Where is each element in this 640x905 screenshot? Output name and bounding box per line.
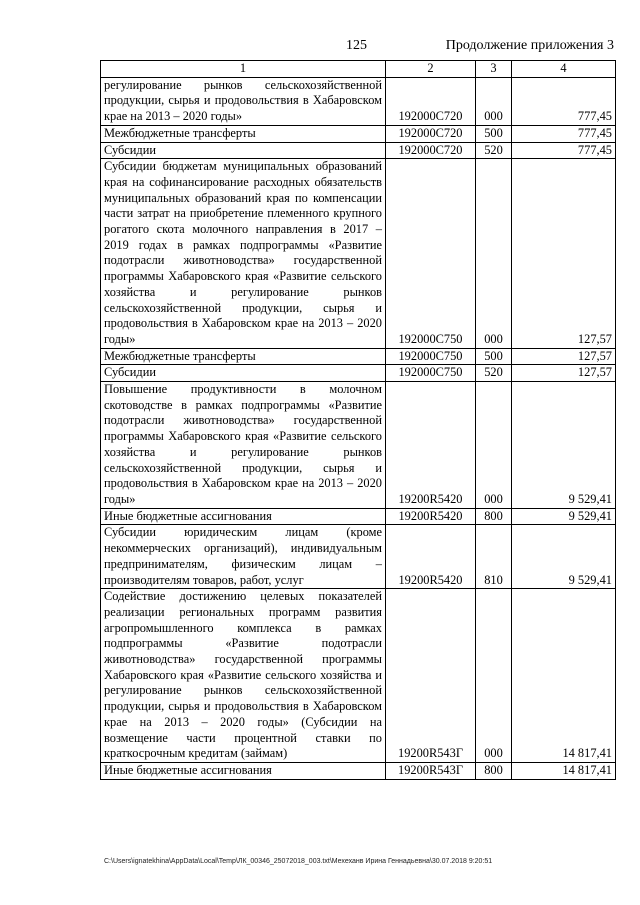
row-type: 500 xyxy=(476,125,512,142)
column-header-code: 2 xyxy=(386,61,476,78)
column-header-name: 1 xyxy=(101,61,386,78)
continuation-label: Продолжение приложения 3 xyxy=(445,38,614,53)
table-row xyxy=(101,508,616,525)
row-type: 000 xyxy=(476,589,512,763)
row-name: Межбюджетные трансферты xyxy=(101,125,386,142)
row-name: Субсидии xyxy=(101,142,386,159)
row-code: 19200R543Г xyxy=(386,589,476,763)
row-name: Содействие достижению целевых показателей реализации региональных программ развития агропромышленного комплекса в рамках подпрограммы «Развитие подотрасли животноводства» государственной программы Хабаровского края «Развитие сельского хозяйства и регулирование рынков сельскохозяйственной продукции, сырья и продовольствия в Хабаровском крае на 2013 – 2020 годы» (Субсидии на возмещение части процентной ставки по краткосрочным кредитам (займам) xyxy=(101,589,386,763)
row-type: 000 xyxy=(476,159,512,348)
row-amount: 127,57 xyxy=(512,365,616,382)
table-row xyxy=(101,382,616,509)
row-code: 192000С750 xyxy=(386,159,476,348)
row-code: 19200R5420 xyxy=(386,508,476,525)
row-amount: 777,45 xyxy=(512,77,616,125)
row-name: Межбюджетные трансферты xyxy=(101,348,386,365)
row-code: 19200R543Г xyxy=(386,762,476,779)
row-code: 192000С720 xyxy=(386,77,476,125)
row-name: регулирование рынков сельскохозяйственной продукции, сырья и продовольствия в Хабаровском крае на 2013 – 2020 годы» xyxy=(101,77,386,125)
table-row xyxy=(101,589,616,763)
row-type: 800 xyxy=(476,508,512,525)
table-header-row xyxy=(101,61,616,78)
row-amount: 14 817,41 xyxy=(512,762,616,779)
row-amount: 777,45 xyxy=(512,125,616,142)
row-code: 192000С720 xyxy=(386,125,476,142)
footer-file-path: C:\Users\ignatekhina\AppData\Local\Temp\ЛК_00346_25072018_003.txt\Мехеханв Ирина Геннадьевна\30.07.2018 9:20:51 xyxy=(104,858,493,865)
row-code: 19200R5420 xyxy=(386,525,476,589)
row-name: Субсидии юридическим лицам (кроме некоммерческих организаций), индивидуальным предпринимателям, физическим лицам – производителям товаров, работ, услуг xyxy=(101,525,386,589)
row-name: Иные бюджетные ассигнования xyxy=(101,762,386,779)
column-header-amount: 4 xyxy=(512,61,616,78)
row-code: 192000С720 xyxy=(386,142,476,159)
row-type: 520 xyxy=(476,365,512,382)
page-number: 125 xyxy=(346,38,367,53)
row-amount: 9 529,41 xyxy=(512,382,616,509)
row-code: 192000С750 xyxy=(386,365,476,382)
table-row xyxy=(101,348,616,365)
table-row xyxy=(101,142,616,159)
row-type: 800 xyxy=(476,762,512,779)
row-name: Иные бюджетные ассигнования xyxy=(101,508,386,525)
table-row xyxy=(101,77,616,125)
row-type: 810 xyxy=(476,525,512,589)
table-row xyxy=(101,159,616,348)
row-type: 000 xyxy=(476,77,512,125)
row-type: 500 xyxy=(476,348,512,365)
row-name: Повышение продуктивности в молочном скотоводстве в рамках подпрограммы «Развитие подотрасли животноводства» государственной программы Хабаровского края «Развитие сельского хозяйства и регулирование рынков сельскохозяйственной продукции, сырья и продовольствия в Хабаровском крае на 2013 – 2020 годы» xyxy=(101,382,386,509)
table-row xyxy=(101,525,616,589)
row-code: 192000С750 xyxy=(386,348,476,365)
row-amount: 9 529,41 xyxy=(512,525,616,589)
row-amount: 127,57 xyxy=(512,348,616,365)
row-name: Субсидии бюджетам муниципальных образований края на софинансирование расходных обязательств муниципальных образований края по компенсации части затрат на приобретение племенного крупного рогатого скота молочного направления в 2017 – 2019 годах в рамках подпрограммы «Развитие подотрасли животноводства» государственной программы Хабаровского края «Развитие сельского хозяйства и регулирование рынков сельскохозяйственной продукции, сырья и продовольствия в Хабаровском крае на 2013 – 2020 годы» xyxy=(101,159,386,348)
row-amount: 127,57 xyxy=(512,159,616,348)
table-row xyxy=(101,365,616,382)
column-header-type: 3 xyxy=(476,61,512,78)
row-amount: 14 817,41 xyxy=(512,589,616,763)
row-code: 19200R5420 xyxy=(386,382,476,509)
budget-table xyxy=(100,60,616,780)
row-name: Субсидии xyxy=(101,365,386,382)
row-type: 000 xyxy=(476,382,512,509)
table-row xyxy=(101,762,616,779)
row-type: 520 xyxy=(476,142,512,159)
row-amount: 9 529,41 xyxy=(512,508,616,525)
table-row xyxy=(101,125,616,142)
row-amount: 777,45 xyxy=(512,142,616,159)
